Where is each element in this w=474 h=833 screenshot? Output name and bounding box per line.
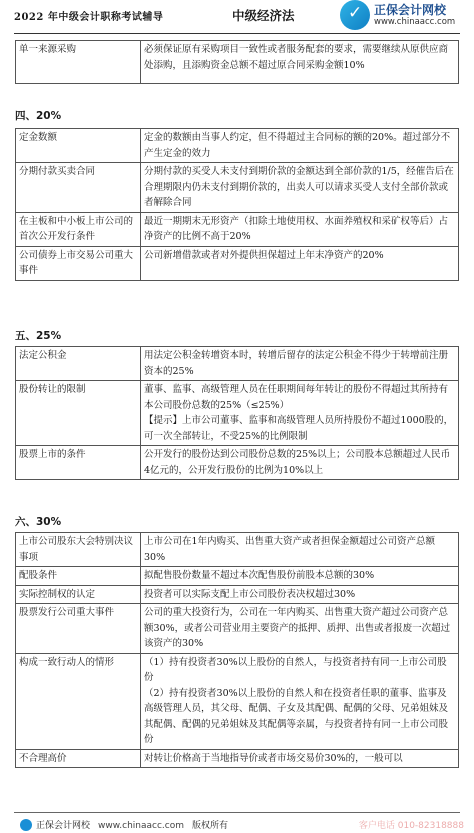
phone-watermark: 客户电话 010-82318888 <box>358 821 464 831</box>
row-value: 必须保证原有采购项目一致性或者服务配套的要求，需要继续从原供应商处添购，且添购资金总额不超过原合同采购金额10% <box>141 41 459 84</box>
table-row <box>16 653 459 749</box>
row-value: 最近一期期末无形资产（扣除土地使用权、水面养殖权和采矿权等后）占净资产的比例不高于20% <box>141 212 459 246</box>
table-row <box>16 163 459 213</box>
table-row <box>16 41 459 84</box>
row-value: 公开发行的股份达到公司股份总数的25%以上；公司股本总额超过人民币4亿元的，公开发行股份的比例为10%以上 <box>141 446 459 480</box>
section-table-20 <box>15 128 459 281</box>
row-key: 股份转让的限制 <box>16 381 141 446</box>
row-value: （1）持有投资者30%以上股份的自然人，与投资者持有同一上市公司股份 （2）持有投资者30%以上股份的自然人和在投资者任职的董事、监事及高级管理人员，其父母、配偶、子女及其配偶、配偶的父母、兄弟姐妹及其配偶、配偶的兄弟姐妹及其配偶等亲属，与投资者持有同一上市公司股份 <box>141 653 459 749</box>
row-value: 公司新增借款或者对外提供担保超过上年末净资产的20% <box>141 246 459 280</box>
table-row <box>16 446 459 480</box>
section-heading: 六、30% <box>15 516 62 528</box>
table-row <box>16 381 459 446</box>
header-divider <box>14 33 460 34</box>
footer-divider <box>14 812 460 813</box>
section-table-30 <box>15 532 459 768</box>
row-value: 定金的数额由当事人约定，但不得超过主合同标的额的20%。超过部分不产生定金的效力 <box>141 129 459 163</box>
row-value: 投资者可以实际支配上市公司股份表决权超过30% <box>141 585 459 604</box>
footer-text <box>36 818 228 831</box>
row-key: 上市公司股东大会特别决议事项 <box>16 533 141 567</box>
page-header <box>0 0 474 32</box>
row-value: 对转让价格高于当地指导价或者市场交易价30%的，一般可以 <box>141 749 459 768</box>
table-row <box>16 212 459 246</box>
row-key: 公司债券上市交易公司重大事件 <box>16 246 141 280</box>
row-key: 定金数额 <box>16 129 141 163</box>
section-table-25 <box>15 346 459 480</box>
exam-title: 2022 年中级会计职称考试辅导 <box>14 12 164 23</box>
table-row <box>16 749 459 768</box>
section-heading: 四、20% <box>15 110 62 122</box>
row-key: 配股条件 <box>16 567 141 586</box>
row-value: 用法定公积金转增资本时，转增后留存的法定公积金不得少于转增前注册资本的25% <box>141 347 459 381</box>
row-key: 在主板和中小板上市公司的首次公开发行条件 <box>16 212 141 246</box>
brand-mark-icon <box>20 819 32 831</box>
table-row <box>16 246 459 280</box>
row-value: 上市公司在1年内购买、出售重大资产或者担保金额超过公司资产总额30% <box>141 533 459 567</box>
table-row <box>16 533 459 567</box>
row-value: 分期付款的买受人未支付到期价款的金额达到全部价款的1/5，经催告后在合理期限内仍未支付到期价款的，出卖人可以请求买受人支付全部价款或者解除合同 <box>141 163 459 213</box>
page-footer <box>0 808 474 833</box>
table-row <box>16 604 459 654</box>
checkmark-logo-icon <box>340 0 370 30</box>
logo-name: 正保会计网校 <box>374 3 447 17</box>
row-value: 拟配售股份数量不超过本次配售股份前股本总额的30% <box>141 567 459 586</box>
brand-logo <box>340 0 474 32</box>
row-key: 实际控制权的认定 <box>16 585 141 604</box>
row-value: 董事、监事、高级管理人员在任职期间每年转让的股份不得超过其所持有本公司股份总数的25%（≤25%） 【提示】上市公司董事、监事和高级管理人员所持股份不超过1000股的，可一次全部转让，不受25%的比例限制 <box>141 381 459 446</box>
row-key: 构成一致行动人的情形 <box>16 653 141 749</box>
row-value: 公司的重大投资行为，公司在一年内购买、出售重大资产超过公司资产总额30%，或者公司营业用主要资产的抵押、质押、出售或者报废一次超过该资产的30% <box>141 604 459 654</box>
table-row <box>16 347 459 381</box>
row-key: 股票发行公司重大事件 <box>16 604 141 654</box>
row-key: 单一来源采购 <box>16 41 141 84</box>
footer-url: www.chinaacc.com <box>98 821 184 831</box>
row-key: 法定公积金 <box>16 347 141 381</box>
table-row <box>16 567 459 586</box>
table-row <box>16 129 459 163</box>
continued-table <box>15 40 459 84</box>
logo-url: www.chinaacc.com <box>374 17 456 27</box>
row-key: 股票上市的条件 <box>16 446 141 480</box>
footer-copyright: 版权所有 <box>192 821 229 831</box>
section-heading: 五、25% <box>15 330 62 342</box>
row-key: 不合理高价 <box>16 749 141 768</box>
footer-brand: 正保会计网校 <box>36 821 91 831</box>
row-key: 分期付款买卖合同 <box>16 163 141 213</box>
subject-title: 中级经济法 <box>232 8 295 23</box>
table-row <box>16 585 459 604</box>
